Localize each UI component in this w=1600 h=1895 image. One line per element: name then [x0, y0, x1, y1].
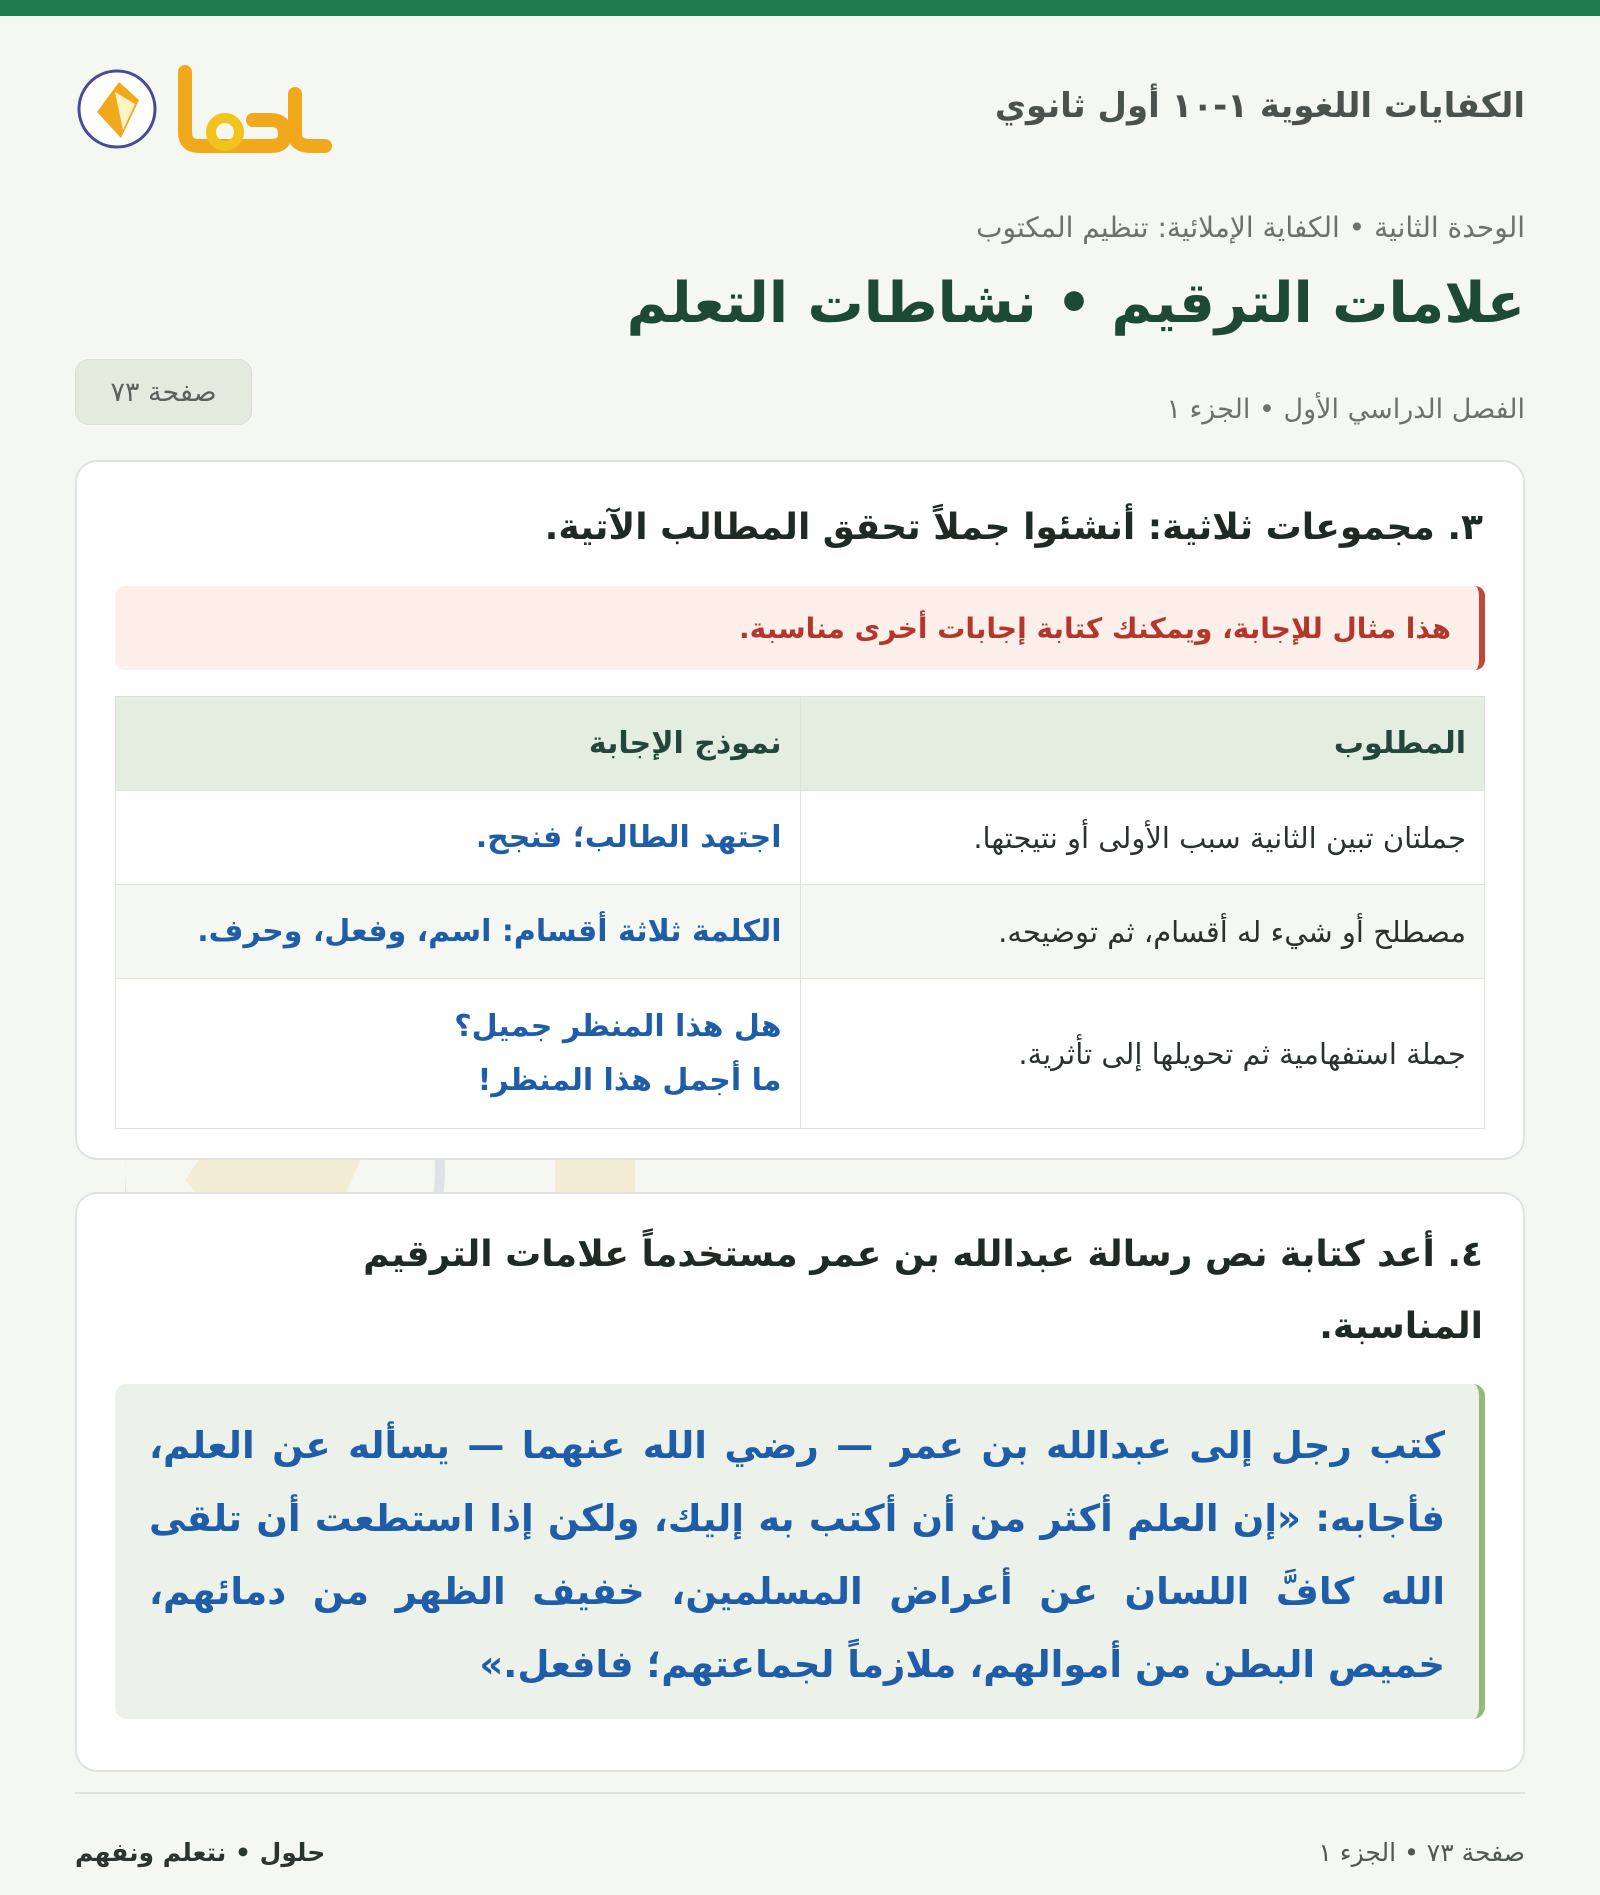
answer-cell	[116, 885, 801, 979]
lesson-title: علامات الترقيم • نشاطات التعلم	[626, 271, 1525, 336]
answer-line: الكلمة ثلاثة أقسام: اسم، وفعل، وحرف.	[197, 913, 782, 949]
table-row	[116, 979, 1485, 1129]
answer-line: هل هذا المنظر جميل؟	[454, 1008, 782, 1044]
answer-line: ما أجمل هذا المنظر!	[477, 1062, 782, 1098]
unit-breadcrumb: الوحدة الثانية • الكفاية الإملائية: تنظيم المكتوب	[976, 211, 1525, 244]
answer-cell	[116, 791, 801, 885]
footer-divider	[75, 1792, 1525, 1794]
answer-line: اجتهد الطالب؛ فنجح.	[475, 819, 782, 855]
top-accent-bar	[0, 0, 1600, 16]
answers-table	[115, 696, 1485, 1129]
table-row	[116, 885, 1485, 979]
requirement-cell: مصطلح أو شيء له أقسام، ثم توضيحه.	[800, 885, 1485, 979]
requirement-cell: جملتان تبين الثانية سبب الأولى أو نتيجتها.	[800, 791, 1485, 885]
table-row	[116, 791, 1485, 885]
answer-cell	[116, 979, 801, 1129]
page-header	[75, 16, 1525, 181]
question-3-card	[75, 460, 1525, 1160]
question-4-card	[75, 1192, 1525, 1772]
page-number-badge: صفحة ٧٣	[75, 359, 252, 425]
footer-page-info: صفحة ٧٣ • الجزء ١	[1318, 1838, 1525, 1867]
column-header-requirement: المطلوب	[800, 697, 1485, 791]
semester-info: الفصل الدراسي الأول • الجزء ١	[1166, 394, 1525, 425]
column-header-answer: نموذج الإجابة	[116, 697, 801, 791]
hulul-logo-icon[interactable]	[75, 54, 335, 164]
course-title: الكفايات اللغوية ١-١٠ أول ثانوي	[994, 86, 1525, 126]
question-4-title: ٤. أعد كتابة نص رسالة عبدالله بن عمر مستخدماً علامات الترقيم المناسبة.	[363, 1234, 1483, 1347]
requirement-cell: جملة استفهامية ثم تحويلها إلى تأثرية.	[800, 979, 1485, 1129]
footer-brand: حلول • نتعلم ونفهم	[75, 1838, 326, 1867]
answer-note: هذا مثال للإجابة، ويمكنك كتابة إجابات أخرى مناسبة.	[115, 586, 1485, 670]
question-3-title: ٣. مجموعات ثلاثية: أنشئوا جملاً تحقق المطالب الآتية.	[544, 507, 1483, 548]
answer-passage: كتب رجل إلى عبدالله بن عمر — رضي الله عنهما — يسأله عن العلم، فأجابه: «إن العلم أكثر من أن أكتب به إليك، ولكن إذا استطعت أن تلقى الله كافَّ اللسان عن أعراض المسلمين، خفيف الظهر من دمائهم، خميص البطن من أموالهم، ملازماً لجماعتهم؛ فافعل.»	[115, 1384, 1485, 1719]
table-header-row	[116, 697, 1485, 791]
